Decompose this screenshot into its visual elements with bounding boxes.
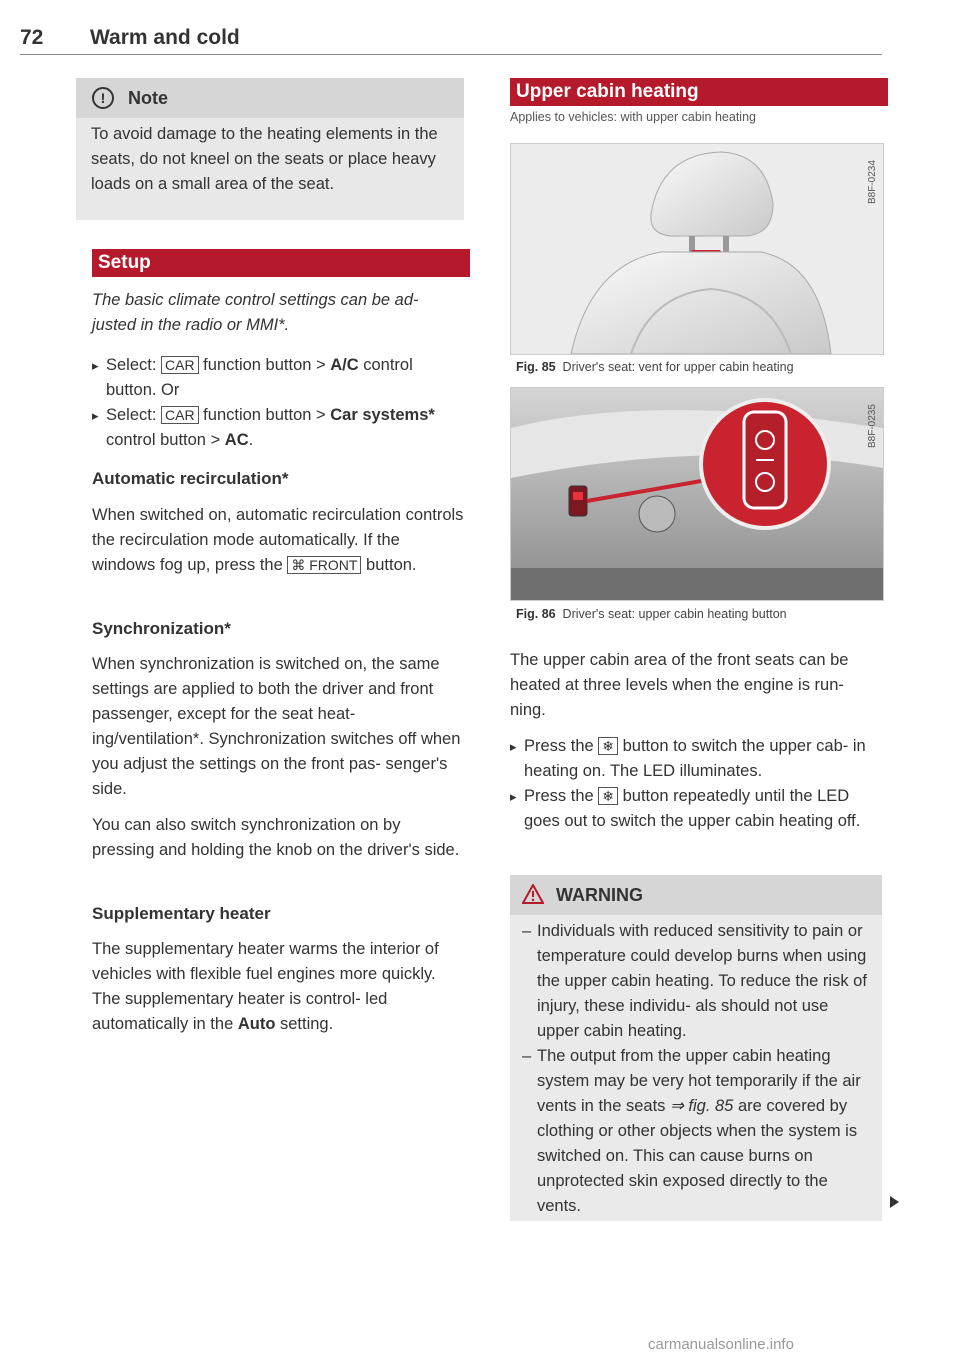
figure-86-code: B8F-0235 (867, 404, 878, 448)
sync-paragraph-1: When synchronization is switched on, the same settings are applied to both the driver and front passenger, except for the seat heat- ing/ventilation*. Synchronization switches off when you adjust the settings on the front pas- senger's side. (92, 655, 461, 798)
page-number: 72 (20, 26, 44, 49)
upper-cabin-intro: The upper cabin area of the front seats can be heated at three levels when the engine is run- ning. (510, 651, 849, 719)
setup-step-2: Select: CAR function button > Car systems* control button > AC. (106, 406, 435, 449)
seat-vent-icon: ❄ (598, 737, 618, 755)
warning-header (510, 875, 882, 915)
setup-heading: Setup (92, 249, 470, 277)
car-key-label: CAR (161, 406, 199, 424)
figure-86-image (510, 387, 884, 601)
continue-arrow-icon (890, 1196, 899, 1208)
figure-85-image (510, 143, 884, 355)
warning-triangle-icon (522, 884, 544, 904)
supp-heater-text: The supplementary heater warms the interior of vehicles with flexible fuel engines more quickly. The supplementary heater is control- led automatically in the Auto setting. (92, 940, 439, 1033)
sync-paragraph-2: You can also switch synchronization on by pressing and holding the knob on the driver's side. (92, 816, 460, 859)
upper-cabin-heading: Upper cabin heating (510, 78, 888, 106)
watermark: carmanualsonline.info (648, 1336, 794, 1353)
header-divider (20, 54, 882, 55)
setup-intro: The basic climate control settings can be ad- justed in the radio or MMI*. (92, 291, 419, 334)
auto-recirc-heading: Automatic recirculation* (92, 469, 289, 488)
warning-item-1: – Individuals with reduced sensitivity to pain or temperature could develop burns when using the upper cabin heating. To reduce the risk of injury, these individu- als should not use upper cabin heating. (522, 919, 872, 1044)
seat-vent-icon: ❄ (598, 787, 618, 805)
applies-to-text: Applies to vehicles: with upper cabin heating (510, 110, 756, 124)
warning-list (522, 919, 872, 1219)
warning-title: WARNING (556, 885, 643, 905)
note-title: Note (128, 88, 168, 108)
note-box (76, 78, 464, 220)
figure-85-code: B8F-0234 (867, 160, 878, 204)
upper-cabin-step-2: Press the ❄ button repeatedly until the LED goes out to switch the upper cabin heating off. (524, 787, 861, 830)
warning-item-2: – The output from the upper cabin heating system may be very hot temporarily if the air vents in the seats ⇒ fig. 85 are covered by clothing or other objects when the system is switched on. This can cause burns on unprotected skin exposed directly to the vents. (522, 1044, 872, 1219)
figure-85-caption: Fig. 85 Driver's seat: vent for upper cabin heating (516, 360, 794, 374)
sync-heading: Synchronization* (92, 619, 231, 638)
warning-box (510, 875, 882, 1221)
upper-cabin-step-1: Press the ❄ button to switch the upper cab- in heating on. The LED illuminates. (524, 737, 866, 780)
supp-heater-heading: Supplementary heater (92, 904, 271, 923)
seat-button-illustration (511, 388, 883, 600)
note-text: To avoid damage to the heating elements in the seats, do not kneel on the seats or place heavy loads on a small area of the seat. (91, 125, 438, 193)
car-key-label: CAR (161, 356, 199, 374)
front-defrost-key-label: ⌘ FRONT (287, 556, 361, 574)
figure-reference-link[interactable]: ⇒ fig. 85 (670, 1097, 734, 1115)
auto-recirc-text: When switched on, automatic recirculation controls the recirculation mode automatically. If the windows fog up, press the ⌘ FRONT button. (92, 506, 464, 574)
setup-step-1: Select: CAR function button > A/C control button. Or (106, 356, 413, 399)
note-header (76, 78, 464, 118)
figure-86-caption: Fig. 86 Driver's seat: upper cabin heating button (516, 607, 787, 621)
exclamation-icon: ! (92, 87, 114, 109)
page-section-title: Warm and cold (90, 26, 240, 49)
seat-headrest-illustration (511, 144, 883, 354)
